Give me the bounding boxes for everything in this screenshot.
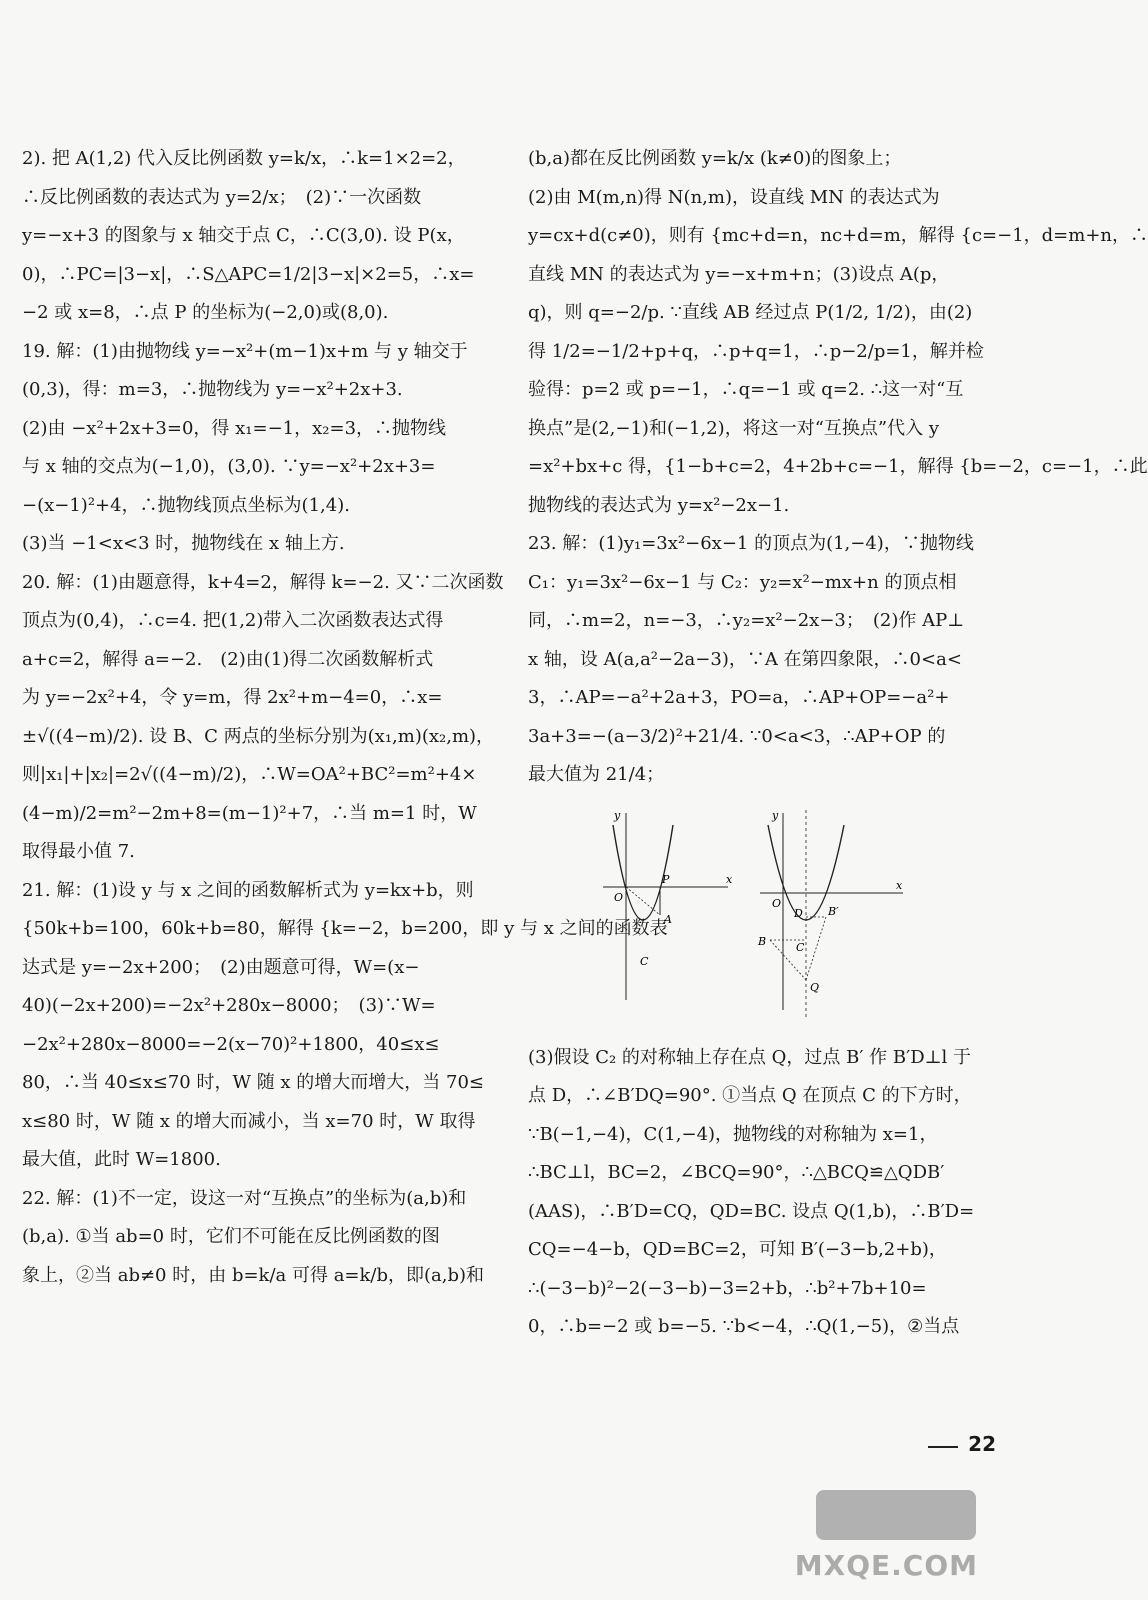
figure-1 — [598, 805, 738, 1025]
text-line: CQ=−4−b，QD=BC=2，可知 B′(−3−b,2+b)， — [528, 1239, 947, 1260]
text-line: 最大值为 21/4； — [528, 764, 665, 785]
text-line: 直线 MN 的表达式为 y=−x+m+n；(3)设点 A(p， — [528, 263, 950, 285]
text-line: q)，则 q=−2/p. ∵直线 AB 经过点 P(1/2, 1/2)，由(2) — [528, 302, 973, 323]
text-line: ±√((4−m)/2). 设 B、C 两点的坐标分别为(x₁,m)(x₂,m)， — [22, 725, 495, 747]
fig2-label-o: O — [772, 896, 782, 910]
text-line: 19. 解：(1)由抛物线 y=−x²+(m−1)x+m 与 y 轴交于 — [22, 340, 468, 362]
text-line: (0,3)，得：m=3，∴抛物线为 y=−x²+2x+3. — [22, 379, 403, 400]
text-line: 点 D，∴∠B′DQ=90°. ①当点 Q 在顶点 C 的下方时， — [528, 1085, 972, 1106]
text-line: 21. 解：(1)设 y 与 x 之间的函数解析式为 y=kx+b，则 — [22, 879, 474, 901]
text-line: 顶点为(0,4)，∴c=4. 把(1,2)带入二次函数表达式得 — [22, 610, 444, 631]
text-line: (b,a)都在反比例函数 y=k/x (k≠0)的图象上； — [528, 148, 902, 169]
watermark-logo — [816, 1490, 976, 1540]
fig1-label-c: C — [640, 954, 649, 968]
page-number: 22 — [968, 1432, 996, 1456]
text-line: ∴反比例函数的表达式为 y=2/x； (2)∵一次函数 — [22, 186, 422, 208]
fig2-label-d: D — [794, 906, 803, 920]
text-line: −2x²+280x−8000=−2(x−70)²+1800，40≤x≤ — [22, 1033, 440, 1055]
fig1-label-x: x — [726, 872, 733, 886]
text-line: 同，∴m=2，n=−3，∴y₂=x²−2x−3； (2)作 AP⊥ — [528, 610, 965, 631]
text-line: 为 y=−2x²+4，令 y=m，得 2x²+m−4=0，∴x= — [22, 687, 443, 708]
fig2-label-y: y — [772, 808, 779, 822]
page-number-dash — [928, 1446, 958, 1448]
text-line: (b,a). ①当 ab=0 时，它们不可能在反比例函数的图 — [22, 1226, 440, 1247]
fig2-label-b: B — [758, 934, 767, 948]
text-line: 则|x₁|+|x₂|=2√((4−m)/2)，∴W=OA²+BC²=m²+4× — [22, 764, 477, 785]
text-line: 达式是 y=−2x+200； (2)由题意可得，W=(x− — [22, 956, 420, 978]
text-line: (4−m)/2=m²−2m+8=(m−1)²+7，∴当 m=1 时，W — [22, 802, 477, 824]
text-line: 80，∴当 40≤x≤70 时，W 随 x 的增大而增大，当 70≤ — [22, 1072, 484, 1093]
text-line: ∴BC⊥l，BC=2，∠BCQ=90°，∴△BCQ≌△QDB′ — [528, 1162, 945, 1183]
fig1-label-o: O — [614, 890, 624, 904]
text-line: a+c=2，解得 a=−2. (2)由(1)得二次函数解析式 — [22, 648, 434, 670]
text-line: C₁：y₁=3x²−6x−1 与 C₂：y₂=x²−mx+n 的顶点相 — [528, 571, 957, 593]
text-line: {50k+b=100，60k+b=80，解得 {k=−2，b=200，即 y 与 x 之间的函数表 — [22, 918, 668, 939]
text-line: 最大值，此时 W=1800. — [22, 1149, 221, 1170]
fig2-label-x: x — [896, 878, 903, 892]
text-line: −(x−1)²+4，∴抛物线顶点坐标为(1,4). — [22, 494, 350, 516]
fig2-label-q: Q — [810, 980, 820, 994]
text-line: ∵B(−1,−4)，C(1,−4)，抛物线的对称轴为 x=1， — [528, 1123, 938, 1145]
text-line: y=−x+3 的图象与 x 轴交于点 C，∴C(3,0). 设 P(x， — [22, 225, 465, 246]
fig1-label-y: y — [614, 808, 621, 822]
figure-2 — [758, 805, 908, 1025]
text-line: x≤80 时，W 随 x 的增大而减小，当 x=70 时，W 取得 — [22, 1110, 476, 1132]
text-line: 0)，∴PC=|3−x|，∴S△APC=1/2|3−x|×2=5，∴x= — [22, 263, 475, 285]
parabola-figures — [528, 805, 973, 1025]
text-line: (3)假设 C₂ 的对称轴上存在点 Q，过点 B′ 作 B′D⊥l 于 — [528, 1046, 972, 1068]
text-line: 0，∴b=−2 或 b=−5. ∵b<−4，∴Q(1,−5)，②当点 — [528, 1316, 960, 1337]
fig1-label-a: A — [664, 912, 672, 926]
text-line: 3，∴AP=−a²+2a+3，PO=a，∴AP+OP=−a²+ — [528, 687, 950, 708]
fig2-label-c: C — [796, 940, 805, 954]
text-line: 验得：p=2 或 p=−1，∴q=−1 或 q=2. ∴这一对“互 — [528, 379, 964, 400]
text-line: 2). 把 A(1,2) 代入反比例函数 y=k/x，∴k=1×2=2， — [22, 148, 466, 169]
text-line: −2 或 x=8，∴点 P 的坐标为(−2,0)或(8,0). — [22, 302, 389, 323]
text-line: 23. 解：(1)y₁=3x²−6x−1 的顶点为(1,−4)，∵抛物线 — [528, 533, 974, 554]
text-line: 22. 解：(1)不一定，设这一对“互换点”的坐标为(a,b)和 — [22, 1187, 467, 1209]
text-line: 换点”是(2,−1)和(−1,2)，将这一对“互换点”代入 y — [528, 417, 940, 439]
text-line: (2)由 −x²+2x+3=0，得 x₁=−1，x₂=3，∴抛物线 — [22, 417, 447, 439]
text-line: 40)(−2x+200)=−2x²+280x−8000； (3)∵W= — [22, 995, 436, 1016]
text-line: (2)由 M(m,n)得 N(n,m)，设直线 MN 的表达式为 — [528, 186, 940, 208]
text-line: 抛物线的表达式为 y=x²−2x−1. — [528, 494, 790, 516]
text-line: 象上，②当 ab≠0 时，由 b=k/a 可得 a=k/b，即(a,b)和 — [22, 1264, 485, 1286]
fig1-label-p: P — [662, 872, 670, 886]
text-line: 20. 解：(1)由题意得，k+4=2，解得 k=−2. 又∵二次函数 — [22, 571, 504, 593]
watermark-url: MXQE.COM — [794, 1549, 978, 1582]
text-line: 取得最小值 7. — [22, 841, 135, 862]
text-line: 与 x 轴的交点为(−1,0)，(3,0). ∵y=−x²+2x+3= — [22, 456, 436, 477]
text-line: 得 1/2=−1/2+p+q，∴p+q=1，∴p−2/p=1，解并检 — [528, 340, 984, 362]
text-line: (AAS)，∴B′D=CQ，QD=BC. 设点 Q(1,b)，∴B′D= — [528, 1200, 975, 1222]
text-line: 3a+3=−(a−3/2)²+21/4. ∵0<a<3，∴AP+OP 的 — [528, 725, 946, 747]
text-line: ∴(−3−b)²−2(−3−b)−3=2+b，∴b²+7b+10= — [528, 1277, 927, 1299]
text-line: y=cx+d(c≠0)，则有 {mc+d=n，nc+d=m，解得 {c=−1，d=m+n，∴ — [528, 225, 1148, 246]
text-line: =x²+bx+c 得，{1−b+c=2，4+2b+c=−1，解得 {b=−2，c=−1，∴此 — [528, 456, 1148, 477]
fig2-label-b-prime: B′ — [828, 904, 839, 918]
text-line: (3)当 −1<x<3 时，抛物线在 x 轴上方. — [22, 533, 345, 554]
right-column — [528, 140, 1148, 1347]
text-line: x 轴，设 A(a,a²−2a−3)，∵A 在第四象限，∴0<a< — [528, 648, 962, 670]
